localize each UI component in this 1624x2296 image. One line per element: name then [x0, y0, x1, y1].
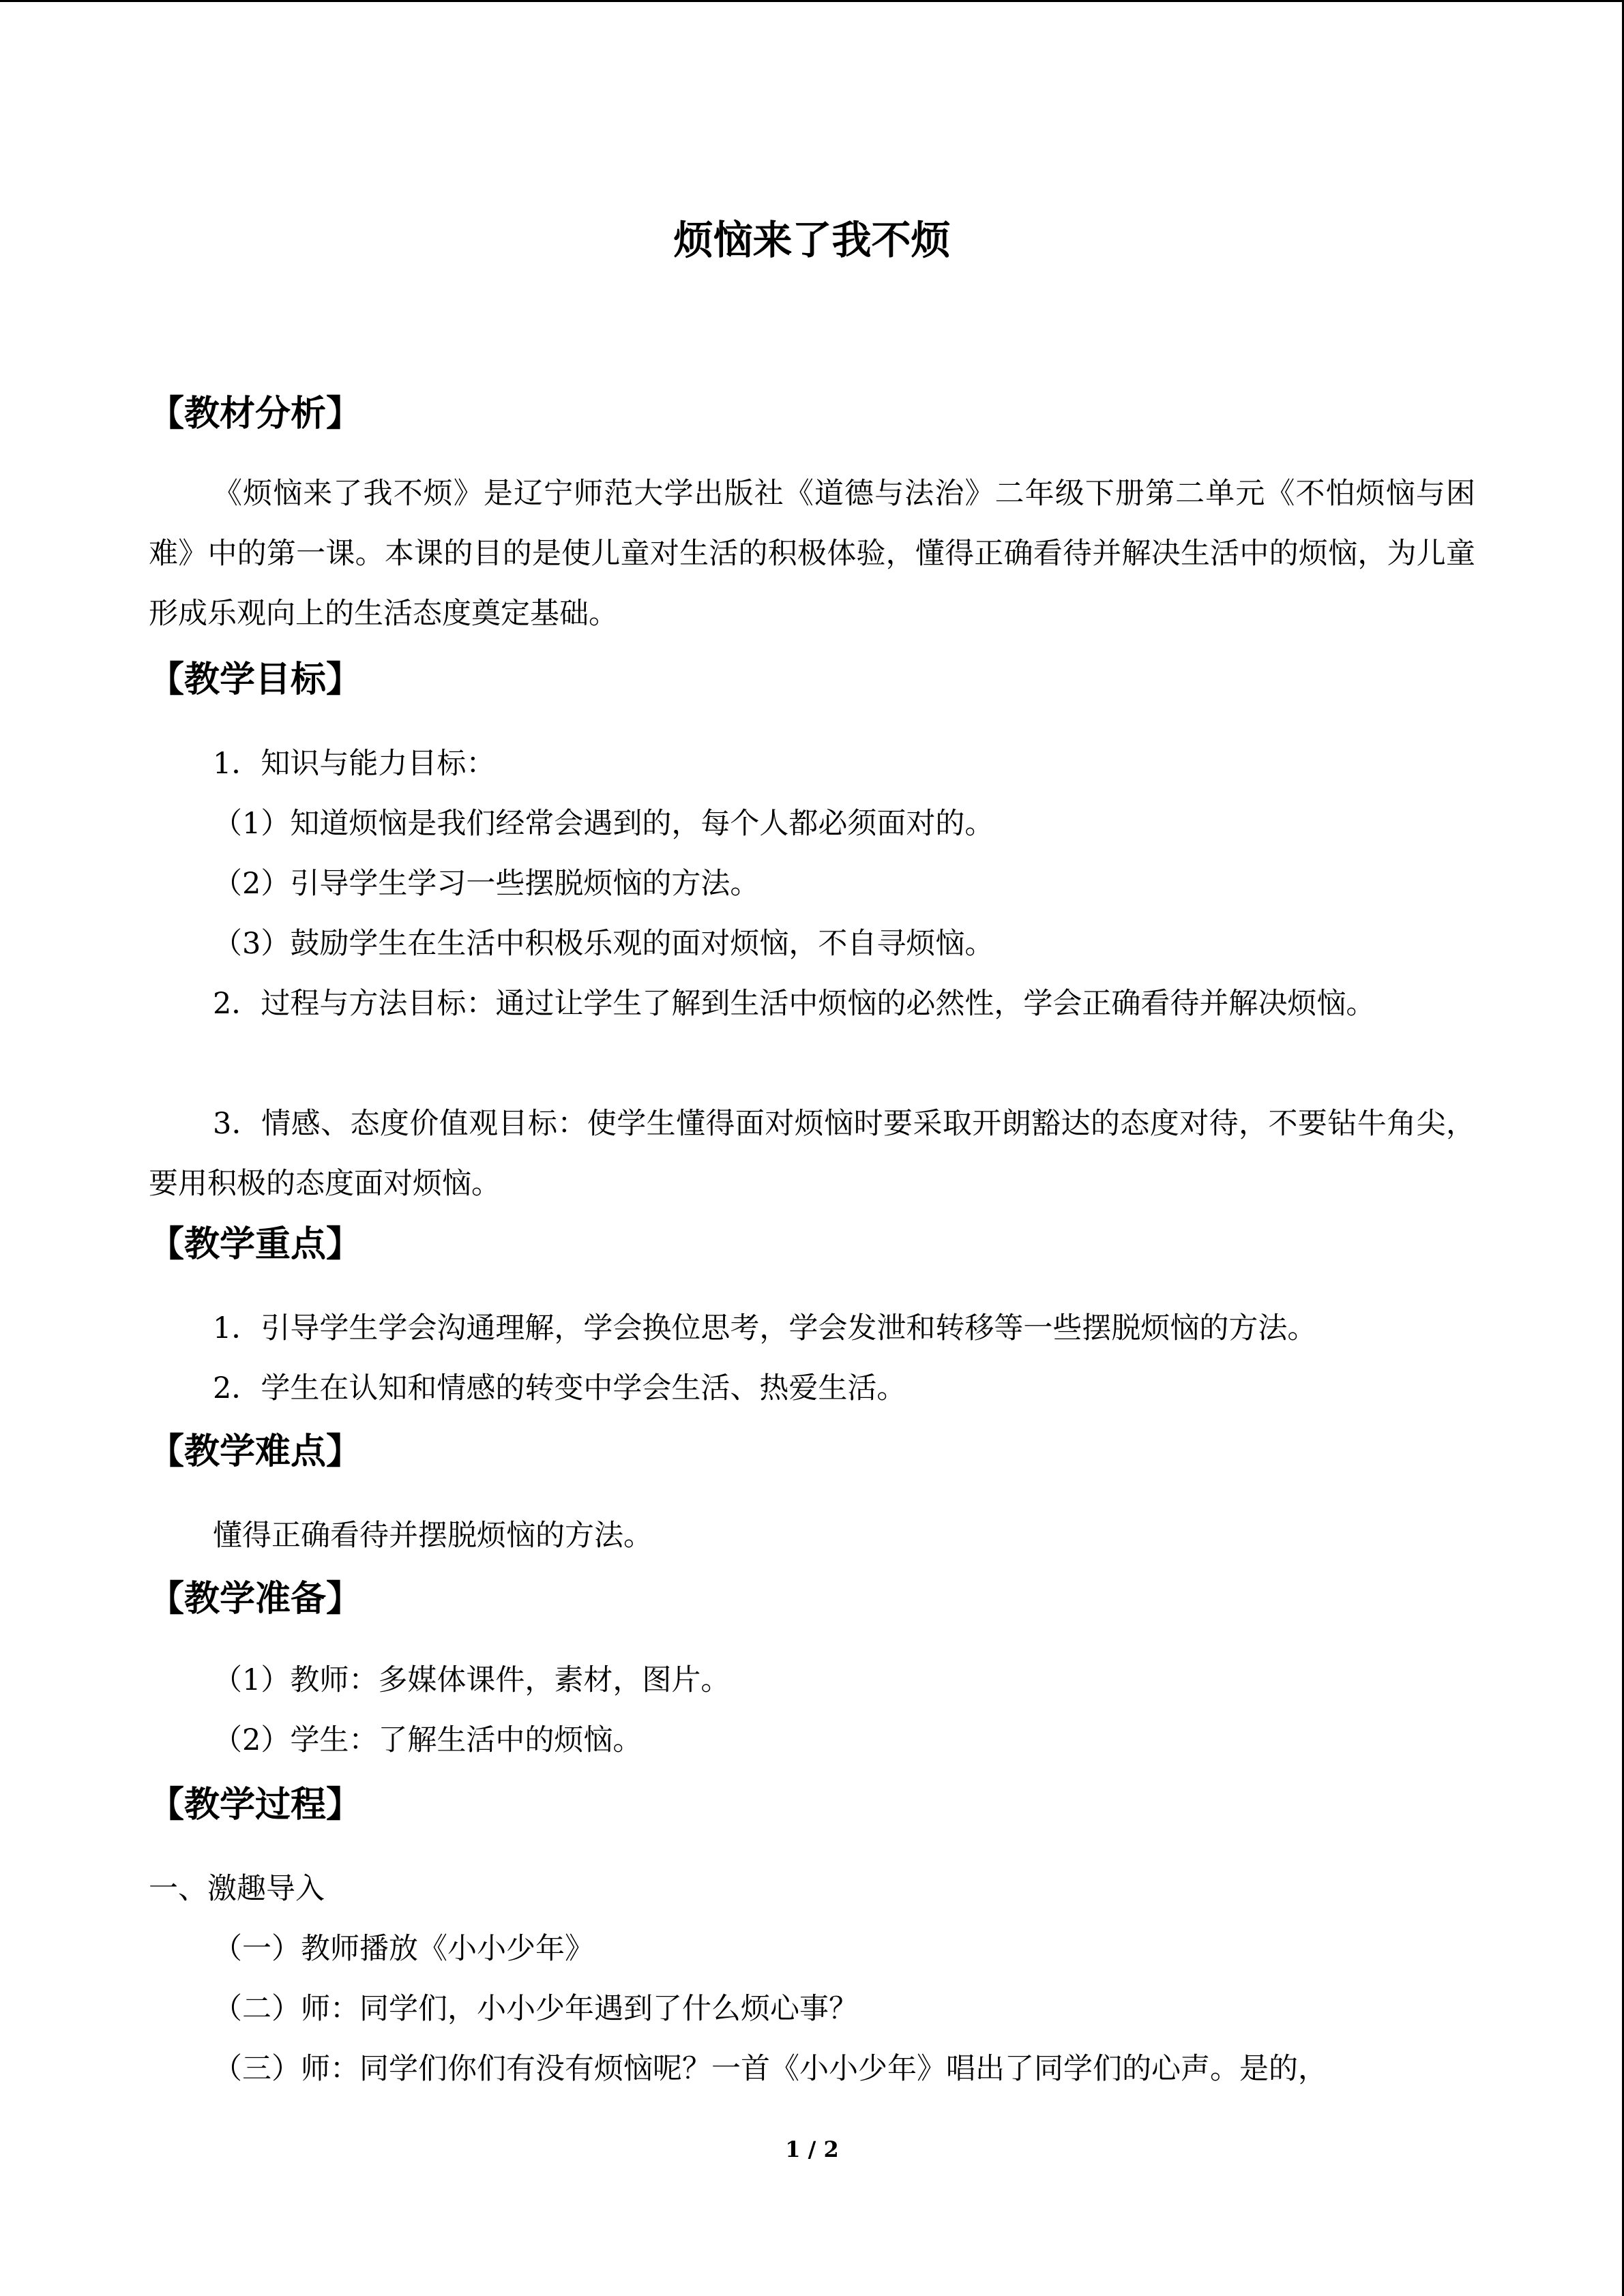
process-item: （二）师：同学们，小小少年遇到了什么烦心事？ — [213, 1992, 858, 2026]
process-step: 一、激趣导入 — [149, 1872, 325, 1906]
goal-process-paragraph: 2．过程与方法目标：通过让学生了解到生活中烦恼的必然性，学会正确看待并解决烦恼。 — [213, 987, 1376, 1021]
goal-item: 1．知识与能力目标： — [213, 747, 496, 781]
goal-item: （1）知道烦恼是我们经常会遇到的，每个人都必须面对的。 — [213, 807, 994, 841]
heading-process: 【教学过程】 — [149, 1785, 362, 1825]
heading-analysis: 【教材分析】 — [149, 393, 362, 434]
goal-item: （3）鼓励学生在生活中积极乐观的面对烦恼，不自寻烦恼。 — [213, 927, 994, 961]
goal-item: （2）引导学生学习一些摆脱烦恼的方法。 — [213, 867, 760, 901]
page-number: 1 / 2 — [785, 2136, 839, 2162]
heading-goals: 【教学目标】 — [149, 659, 362, 700]
process-item: （三）师：同学们你们有没有烦恼呢？一首《小小少年》唱出了同学们的心声。是的， — [213, 2052, 1327, 2086]
preparation-item: （2）学生：了解生活中的烦恼。 — [213, 1723, 643, 1757]
heading-difficulty: 【教学难点】 — [149, 1431, 362, 1472]
document-title: 烦恼来了我不烦 — [673, 217, 951, 263]
key-point-item: 1．引导学生学会沟通理解，学会换位思考，学会发泄和转移等一些摆脱烦恼的方法。 — [213, 1311, 1317, 1345]
goal-emotion-paragraph: 3．情感、态度价值观目标：使学生懂得面对烦恼时要采取开朗豁达的态度对待，不要钻牛角尖，要用积极的态度面对烦恼。 — [149, 1107, 1475, 1201]
heading-preparation: 【教学准备】 — [149, 1579, 362, 1620]
process-item: （一）教师播放《小小少年》 — [213, 1932, 594, 1966]
heading-key-points: 【教学重点】 — [149, 1224, 362, 1265]
analysis-paragraph: 《烦恼来了我不烦》是辽宁师范大学出版社《道德与法治》二年级下册第二单元《不怕烦恼与困难》中的第一课。本课的目的是使儿童对生活的积极体验，懂得正确看待并解决生活中的烦恼，为儿童形成乐观向上的生活态度奠定基础。 — [149, 477, 1475, 631]
difficulty-text: 懂得正确看待并摆脱烦恼的方法。 — [213, 1519, 653, 1553]
preparation-item: （1）教师：多媒体课件，素材，图片。 — [213, 1663, 730, 1697]
key-point-item: 2．学生在认知和情感的转变中学会生活、热爱生活。 — [213, 1371, 906, 1405]
